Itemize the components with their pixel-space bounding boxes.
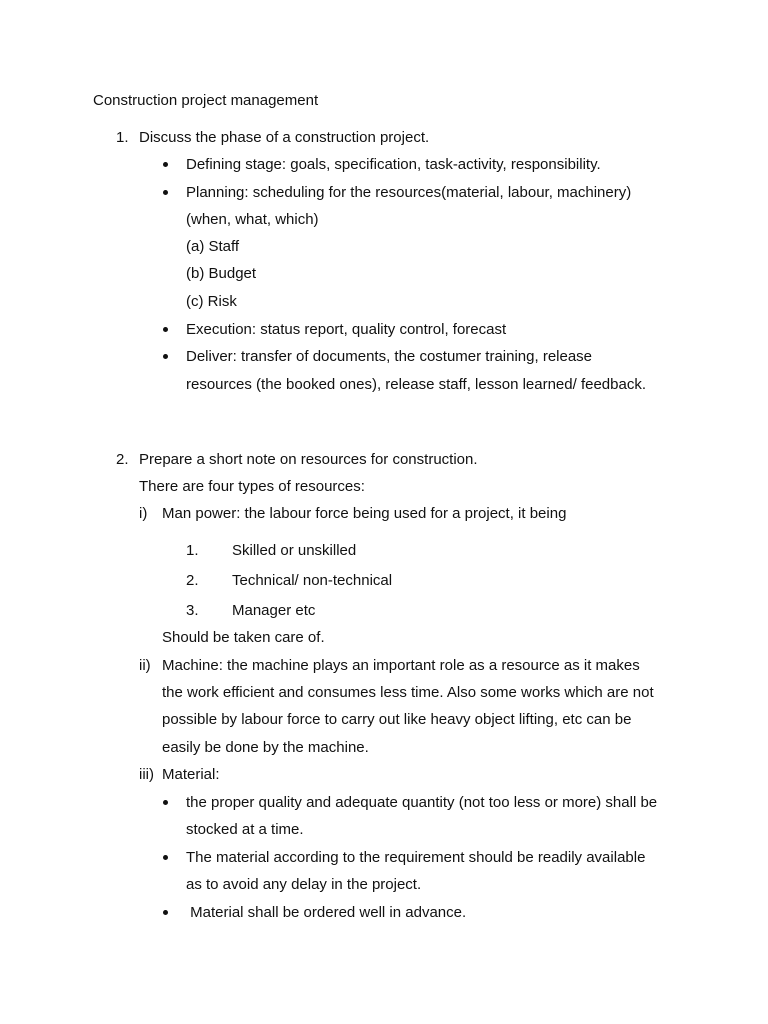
q2-heading: Prepare a short note on resources for construction.	[139, 451, 478, 468]
q2-ii-line: easily be done by the machine.	[162, 739, 369, 756]
q2-ii-line: Machine: the machine plays an important role as a resource as it makes	[162, 657, 640, 674]
q2-ii-line: the work efficient and consumes less time. Also some works which are not	[162, 684, 654, 701]
q2-iii-marker: iii)	[139, 766, 154, 783]
q2-ii-marker: ii)	[139, 657, 151, 674]
q2-iii-bullet: Material shall be ordered well in advance.	[186, 904, 467, 921]
q1-bullet-execution: Execution: status report, quality control, forecast	[186, 321, 507, 338]
q2-i-item-text: Manager etc	[232, 602, 316, 619]
document-title: Construction project management	[93, 92, 319, 109]
bullet-marker	[163, 855, 168, 860]
q2-number: 2.	[116, 451, 129, 468]
q2-iii-bullet: The material according to the requirement should be readily available	[186, 849, 646, 866]
q2-ii-line: possible by labour force to carry out like heavy object lifting, etc can be	[162, 711, 632, 728]
bullet-marker	[163, 800, 168, 805]
q2-i-item-number: 3.	[186, 602, 199, 619]
bullet-marker	[163, 327, 168, 332]
q1-bullet-deliver: Deliver: transfer of documents, the costumer training, release	[186, 348, 593, 365]
q1-sub-budget: (b) Budget	[186, 265, 257, 282]
q2-iii-text: Material:	[162, 766, 220, 783]
q1-bullet-defining: Defining stage: goals, specification, task-activity, responsibility.	[186, 156, 601, 173]
bullet-marker	[163, 354, 168, 359]
q2-intro: There are four types of resources:	[139, 478, 365, 495]
q2-iii-bullet-cont: as to avoid any delay in the project.	[186, 876, 422, 893]
q1-number: 1.	[116, 129, 129, 146]
q2-i-marker: i)	[139, 505, 148, 522]
q2-i-item-number: 2.	[186, 572, 199, 589]
bullet-marker	[163, 162, 168, 167]
q1-bullet-deliver-cont: resources (the booked ones), release staff, lesson learned/ feedback.	[186, 376, 646, 393]
q2-iii-bullet: the proper quality and adequate quantity (not too less or more) shall be	[186, 794, 658, 811]
q1-heading: Discuss the phase of a construction project.	[139, 129, 430, 146]
q2-iii-bullet-cont: stocked at a time.	[186, 821, 304, 838]
q2-i-item-text: Technical/ non-technical	[232, 572, 393, 589]
bullet-marker	[163, 190, 168, 195]
q2-i-item-number: 1.	[186, 542, 199, 559]
q2-i-closing: Should be taken care of.	[162, 629, 325, 646]
q2-i-text: Man power: the labour force being used for a project, it being	[162, 505, 567, 522]
q1-sub-risk: (c) Risk	[186, 293, 237, 310]
q2-i-item-text: Skilled or unskilled	[232, 542, 357, 559]
bullet-marker	[163, 910, 168, 915]
q1-bullet-planning: Planning: scheduling for the resources(material, labour, machinery)	[186, 184, 632, 201]
q1-sub-staff: (a) Staff	[186, 238, 240, 255]
q1-bullet-planning-cont: (when, what, which)	[186, 211, 319, 228]
